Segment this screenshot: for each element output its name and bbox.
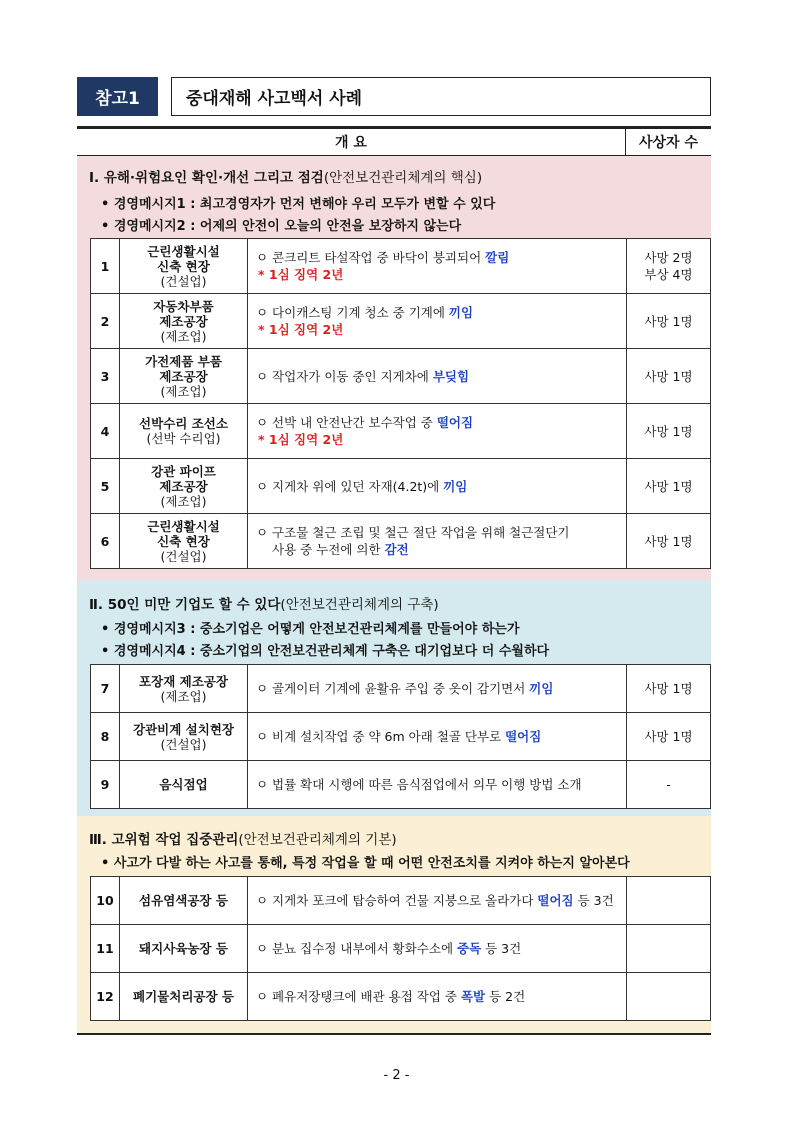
industry-label: (선박 수리업) bbox=[146, 431, 221, 446]
case-number: 10 bbox=[91, 877, 120, 925]
case-table-2 bbox=[90, 664, 711, 809]
case-description bbox=[248, 239, 627, 294]
site-name-line: 돼지사육농장 등 bbox=[139, 941, 228, 956]
table-row bbox=[91, 514, 711, 569]
case-number: 1 bbox=[91, 239, 120, 294]
case-site bbox=[120, 239, 248, 294]
description-text: ㅇ 구조물 철근 조립 및 철근 절단 작업을 위해 철근절단기 bbox=[256, 525, 570, 540]
casualty-line-1: 사망 1명 bbox=[644, 368, 693, 384]
case-site bbox=[120, 349, 248, 404]
case-site bbox=[120, 294, 248, 349]
industry-label: (건설업) bbox=[160, 548, 207, 564]
description-text: ㅇ 다이캐스팅 기계 청소 중 기계에 bbox=[256, 305, 449, 320]
casualty-line-1: 사망 1명 bbox=[644, 313, 693, 329]
site-name-line: 제조공장 bbox=[159, 368, 208, 384]
table-row bbox=[91, 973, 711, 1021]
industry-label: (건설업) bbox=[160, 273, 207, 289]
description-text: ㅇ 분뇨 집수정 내부에서 황화수소에 bbox=[256, 941, 457, 956]
site-name-line: 근린생활시설 bbox=[147, 243, 220, 259]
casualty-count bbox=[627, 877, 711, 925]
site-name-line: 가전제품 부품 bbox=[145, 353, 222, 369]
industry-label: (제조업) bbox=[160, 493, 207, 509]
site-name-line: 제조공장 bbox=[159, 313, 208, 329]
description-text: ㅇ 폐유저장탱크에 배관 용접 작업 중 bbox=[256, 989, 461, 1004]
casualty-line-2: 부상 4명 bbox=[644, 267, 693, 282]
section-1 bbox=[77, 156, 711, 580]
description-suffix: 등 2건 bbox=[485, 989, 526, 1004]
accident-type: 폭발 bbox=[460, 989, 486, 1004]
case-description bbox=[248, 665, 627, 713]
site-name-line: 선박수리 조선소 bbox=[139, 416, 228, 431]
site-name-line: 포장재 제조공장 bbox=[139, 673, 228, 689]
table-row bbox=[91, 294, 711, 349]
section-3 bbox=[77, 816, 711, 1035]
accident-type: 떨어짐 bbox=[436, 415, 474, 430]
table-row bbox=[91, 404, 711, 459]
casualty-count bbox=[627, 713, 711, 761]
description-line bbox=[256, 304, 626, 321]
case-number: 8 bbox=[91, 713, 120, 761]
description-line bbox=[256, 249, 626, 266]
accident-type: 끼임 bbox=[443, 478, 468, 494]
description-line bbox=[256, 478, 626, 495]
section-2-title: Ⅱ. 50인 미만 기업도 할 수 있다(안전보건관리체계의 구축) bbox=[89, 597, 439, 613]
site-name-line: 폐기물처리공장 등 bbox=[133, 989, 234, 1004]
site-name-line: 음식점업 bbox=[159, 777, 208, 792]
case-site bbox=[120, 877, 248, 925]
case-number: 6 bbox=[91, 514, 120, 569]
description-line bbox=[256, 940, 626, 957]
case-description bbox=[248, 349, 627, 404]
case-description bbox=[248, 877, 627, 925]
table-row bbox=[91, 349, 711, 404]
description-text: ㅇ 선박 내 안전난간 보수작업 중 bbox=[256, 415, 437, 430]
case-number: 5 bbox=[91, 459, 120, 514]
table-row bbox=[91, 459, 711, 514]
accident-type: 떨어짐 bbox=[505, 729, 542, 744]
description-text: ㅇ 골게이터 기계에 윤활유 주입 중 옷이 감기면서 bbox=[256, 681, 530, 696]
case-description bbox=[248, 713, 627, 761]
accident-type: 중독 bbox=[457, 941, 482, 956]
header-overview: 개 요 bbox=[77, 129, 626, 155]
section-3-title: Ⅲ. 고위험 작업 집중관리(안전보건관리체계의 기본) bbox=[89, 832, 397, 848]
penalty-note: * 1심 징역 2년 bbox=[258, 267, 344, 282]
site-name-line: 신축 현장 bbox=[157, 533, 210, 549]
casualty-line-1: 사망 1명 bbox=[644, 478, 693, 494]
industry-label: (제조업) bbox=[160, 328, 207, 344]
casualty-line-1: 사망 1명 bbox=[644, 533, 693, 549]
accident-type: 끼임 bbox=[448, 305, 474, 320]
table-row bbox=[91, 761, 711, 809]
description-line bbox=[256, 988, 626, 1005]
casualty-count bbox=[627, 239, 711, 294]
accident-type: 감전 bbox=[384, 542, 409, 557]
site-name-line: 강관 파이프 bbox=[151, 463, 216, 479]
industry-label: (건설업) bbox=[160, 736, 207, 752]
case-site bbox=[120, 973, 248, 1021]
casualty-count bbox=[627, 459, 711, 514]
page-number: - 2 - bbox=[383, 1068, 410, 1083]
case-number: 2 bbox=[91, 294, 120, 349]
description-line bbox=[256, 892, 626, 909]
table-row bbox=[91, 877, 711, 925]
case-description bbox=[248, 294, 627, 349]
penalty-note: * 1심 징역 2년 bbox=[258, 432, 344, 447]
table-row bbox=[91, 925, 711, 973]
site-name-line: 제조공장 bbox=[159, 478, 208, 494]
description-text: ㅇ 작업자가 이동 중인 지게차에 bbox=[256, 368, 433, 384]
description-line bbox=[256, 368, 626, 385]
description-text: 사용 중 누전에 의한 bbox=[272, 542, 385, 557]
section-3-bullet-1: • 사고가 다발 하는 사고를 통해, 특정 작업을 할 때 어떤 안전조치를 지켜야 하는지 알아본다 bbox=[101, 856, 630, 871]
casualty-line-1: 사망 1명 bbox=[644, 729, 693, 744]
case-site bbox=[120, 404, 248, 459]
case-description bbox=[248, 761, 627, 809]
section-2 bbox=[77, 580, 711, 816]
accident-type: 떨어짐 bbox=[537, 893, 574, 908]
casualty-line-1: 사망 2명 bbox=[644, 250, 693, 265]
industry-label: (제조업) bbox=[160, 688, 207, 704]
casualty-count bbox=[627, 294, 711, 349]
description-line bbox=[256, 414, 626, 431]
case-description bbox=[248, 514, 627, 569]
casualty-count bbox=[627, 925, 711, 973]
casualty-line-1: - bbox=[666, 777, 671, 792]
case-site bbox=[120, 514, 248, 569]
case-table-3 bbox=[90, 876, 711, 1021]
industry-label: (제조업) bbox=[160, 383, 207, 399]
description-suffix: 등 3건 bbox=[481, 941, 522, 956]
description-text: ㅇ 지게차 위에 있던 자재(4.2t)에 bbox=[256, 478, 444, 494]
site-name-line: 강관비계 설치현장 bbox=[133, 721, 234, 737]
accident-type: 깔림 bbox=[485, 250, 510, 265]
case-description bbox=[248, 925, 627, 973]
casualty-count bbox=[627, 404, 711, 459]
section-1-bullet-2: • 경영메시지2 : 어제의 안전이 오늘의 안전을 보장하지 않는다 bbox=[101, 219, 462, 234]
description-suffix: 등 3건 bbox=[573, 893, 614, 908]
description-text: ㅇ 비계 설치작업 중 약 6m 아래 철골 단부로 bbox=[256, 729, 506, 744]
case-number: 11 bbox=[91, 925, 120, 973]
case-site bbox=[120, 925, 248, 973]
description-text: ㅇ 법률 확대 시행에 따른 음식점업에서 의무 이행 방법 소개 bbox=[256, 777, 582, 792]
case-number: 7 bbox=[91, 665, 120, 713]
case-site bbox=[120, 665, 248, 713]
casualty-count bbox=[627, 973, 711, 1021]
casualty-line-1: 사망 1명 bbox=[644, 423, 693, 439]
case-number: 4 bbox=[91, 404, 120, 459]
casualty-count bbox=[627, 349, 711, 404]
case-site bbox=[120, 761, 248, 809]
page-title: 중대재해 사고백서 사례 bbox=[171, 77, 711, 116]
section-2-bullet-2: • 경영메시지4 : 중소기업의 안전보건관리체계 구축은 대기업보다 더 수월하다 bbox=[101, 644, 550, 659]
table-header bbox=[77, 126, 711, 156]
case-description bbox=[248, 404, 627, 459]
case-number: 12 bbox=[91, 973, 120, 1021]
site-name-line: 섬유염색공장 등 bbox=[139, 893, 228, 908]
section-2-bullet-1: • 경영메시지3 : 중소기업은 어떻게 안전보건관리체계를 만들어야 하는가 bbox=[101, 622, 520, 637]
accident-type: 부딪힘 bbox=[432, 368, 470, 384]
penalty-note: * 1심 징역 2년 bbox=[258, 322, 344, 337]
case-site bbox=[120, 459, 248, 514]
title-tag: 참고1 bbox=[77, 77, 158, 116]
case-description bbox=[248, 973, 627, 1021]
case-number: 9 bbox=[91, 761, 120, 809]
description-line bbox=[256, 776, 626, 793]
table-row bbox=[91, 239, 711, 294]
site-name-line: 자동차부품 bbox=[153, 298, 214, 314]
section-1-bullet-1: • 경영메시지1 : 최고경영자가 먼저 변해야 우리 모두가 변할 수 있다 bbox=[101, 197, 496, 212]
description-line bbox=[256, 680, 626, 697]
case-description bbox=[248, 459, 627, 514]
case-number: 3 bbox=[91, 349, 120, 404]
case-site bbox=[120, 713, 248, 761]
casualty-count bbox=[627, 514, 711, 569]
casualty-count bbox=[627, 761, 711, 809]
section-1-title: Ⅰ. 유해·위험요인 확인·개선 그리고 점검(안전보건관리체계의 핵심) bbox=[89, 170, 483, 186]
description-line-2 bbox=[256, 541, 626, 558]
description-line bbox=[256, 728, 626, 745]
table-row bbox=[91, 665, 711, 713]
description-text: ㅇ 지게차 포크에 탑승하여 건물 지붕으로 올라가다 bbox=[256, 893, 538, 908]
description-line bbox=[256, 524, 626, 541]
description-text: ㅇ 콘크리트 타설작업 중 바닥이 붕괴되어 bbox=[256, 250, 486, 265]
site-name-line: 근린생활시설 bbox=[147, 518, 220, 534]
case-table-1 bbox=[90, 238, 711, 569]
casualty-line-1: 사망 1명 bbox=[644, 681, 693, 696]
accident-type: 끼임 bbox=[529, 681, 554, 696]
site-name-line: 신축 현장 bbox=[157, 258, 210, 274]
table-row bbox=[91, 713, 711, 761]
header-casualties: 사상자 수 bbox=[639, 135, 698, 151]
casualty-count bbox=[627, 665, 711, 713]
